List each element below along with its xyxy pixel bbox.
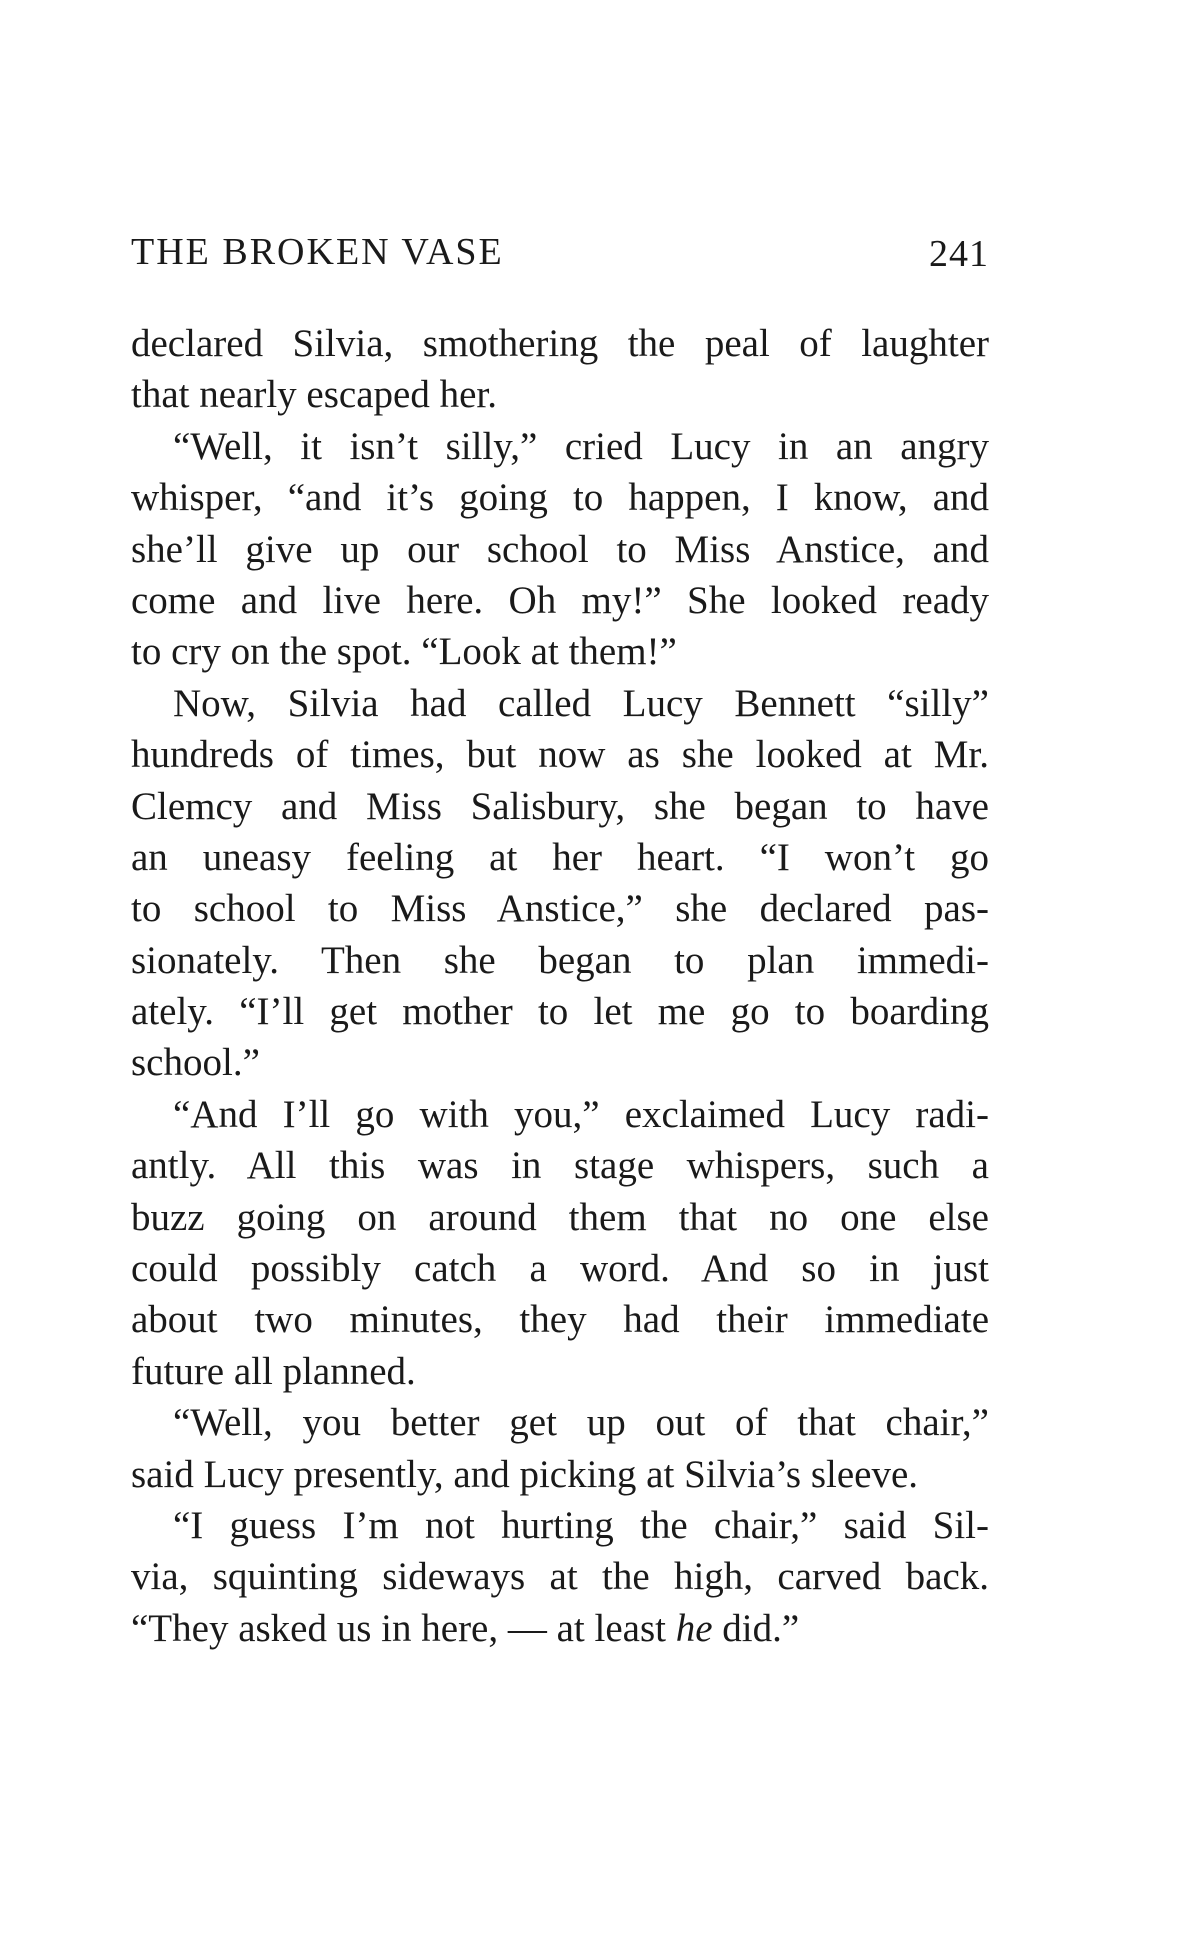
text-line	[131, 678, 989, 729]
line-text: about two minutes, they had their immediate	[131, 1298, 989, 1342]
text-line	[131, 1346, 989, 1397]
page-number: 241	[929, 233, 989, 275]
text-line	[131, 1140, 989, 1191]
line-text: sionately. Then she began to plan immedi-	[131, 938, 989, 982]
line-text: declared Silvia, smothering the peal of laughter	[131, 322, 989, 365]
line-text: hundreds of times, but now as she looked at Mr.	[131, 733, 989, 777]
running-title: THE BROKEN VASE	[131, 231, 504, 273]
running-head	[131, 230, 989, 280]
text-line	[131, 421, 989, 472]
line-text: future all planned.	[131, 1349, 416, 1393]
line-text: an uneasy feeling at her heart. “I won’t go	[131, 835, 989, 879]
line-text: she’ll give up our school to Miss Anstice, and	[131, 527, 989, 571]
line-text: ately. “I’ll get mother to let me go to boarding	[131, 990, 989, 1034]
text-line	[131, 318, 989, 369]
line-text: school.”	[131, 1041, 260, 1085]
line-text: Clemcy and Miss Salisbury, she began to have	[131, 784, 989, 828]
text-line	[131, 729, 989, 780]
line-text: said Lucy presently, and picking at Silvia’s sleeve.	[131, 1452, 919, 1496]
text-line	[131, 575, 989, 626]
text-line	[131, 1037, 989, 1088]
line-text: could possibly catch a word. And so in just	[131, 1247, 989, 1291]
text-line	[131, 1294, 989, 1345]
line-text: “Well, it isn’t silly,” cried Lucy in an angry	[173, 424, 989, 468]
body-text	[131, 318, 989, 1654]
line-text: to school to Miss Anstice,” she declared pas-	[131, 887, 989, 931]
line-text: buzz going on around them that no one else	[131, 1195, 989, 1239]
text-line	[131, 626, 989, 677]
text-line	[131, 524, 989, 575]
text-line	[131, 1551, 989, 1602]
text-line	[131, 781, 989, 832]
text-line	[131, 1243, 989, 1294]
text-line	[131, 935, 989, 986]
text-line	[131, 472, 989, 523]
line-text: that nearly escaped her.	[131, 373, 497, 417]
text-line	[131, 1500, 989, 1551]
text-line	[131, 1449, 989, 1500]
text-line	[131, 1192, 989, 1243]
text-line	[131, 1603, 989, 1654]
text-line	[131, 369, 989, 420]
line-text: “Well, you better get up out of that chair,”	[173, 1401, 989, 1445]
text-line	[131, 1397, 989, 1448]
line-text: “They asked us in here, — at least	[131, 1606, 666, 1650]
line-text: “And I’ll go with you,” exclaimed Lucy radi-	[173, 1092, 989, 1136]
line-text: come and live here. Oh my!” She looked ready	[131, 578, 989, 622]
emphasized-word: he	[675, 1606, 713, 1650]
text-line	[131, 1089, 989, 1140]
line-text: whisper, “and it’s going to happen, I know, and	[131, 476, 989, 520]
line-text: “I guess I’m not hurting the chair,” said Sil-	[173, 1503, 989, 1547]
text-line	[131, 986, 989, 1037]
line-text: via, squinting sideways at the high, carved back.	[131, 1555, 989, 1599]
line-text: to cry on the spot. “Look at them!”	[131, 630, 677, 674]
line-text: antly. All this was in stage whispers, such a	[131, 1144, 989, 1188]
line-tail: did.”	[712, 1606, 800, 1650]
line-text: Now, Silvia had called Lucy Bennett “silly”	[173, 681, 989, 725]
text-line	[131, 883, 989, 934]
text-line	[131, 832, 989, 883]
